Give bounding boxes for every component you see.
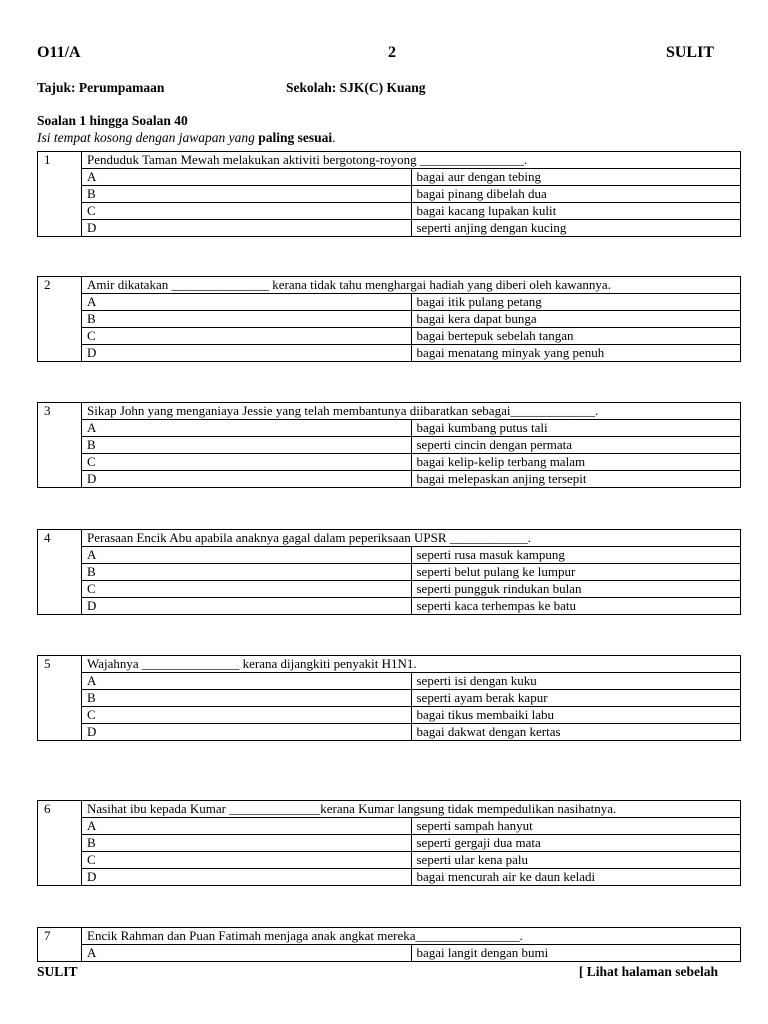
- option-row[interactable]: [38, 547, 741, 564]
- question-5: [37, 655, 741, 741]
- question-text: Nasihat ibu kepada Kumar ______________kerana Kumar langsung tidak mempedulikan nasihatnya.: [82, 801, 741, 818]
- option-text: seperti anjing dengan kucing: [411, 220, 741, 237]
- option-row[interactable]: [38, 835, 741, 852]
- option-text: seperti pungguk rindukan bulan: [411, 581, 741, 598]
- option-letter: A: [82, 673, 412, 690]
- option-row[interactable]: [38, 328, 741, 345]
- option-letter: A: [82, 818, 412, 835]
- option-row[interactable]: [38, 690, 741, 707]
- option-letter: C: [82, 203, 412, 220]
- option-row[interactable]: [38, 311, 741, 328]
- option-text: bagai melepaskan anjing tersepit: [411, 471, 741, 488]
- question-stem-row: [38, 801, 741, 818]
- option-letter: A: [82, 169, 412, 186]
- question-stem-row: [38, 530, 741, 547]
- option-text: seperti kaca terhempas ke batu: [411, 598, 741, 615]
- option-text: bagai mencurah air ke daun keladi: [411, 869, 741, 886]
- option-text: seperti gergaji dua mata: [411, 835, 741, 852]
- option-letter: C: [82, 454, 412, 471]
- option-row[interactable]: [38, 724, 741, 741]
- option-row[interactable]: [38, 598, 741, 615]
- option-letter: C: [82, 581, 412, 598]
- question-number: 2: [38, 277, 82, 362]
- question-text: Encik Rahman dan Puan Fatimah menjaga anak angkat mereka________________.: [82, 928, 741, 945]
- option-letter: C: [82, 328, 412, 345]
- question-2: [37, 276, 741, 362]
- option-text: seperti cincin dengan permata: [411, 437, 741, 454]
- option-row[interactable]: [38, 220, 741, 237]
- option-text: bagai pinang dibelah dua: [411, 186, 741, 203]
- option-row[interactable]: [38, 945, 741, 962]
- option-letter: A: [82, 294, 412, 311]
- option-text: bagai dakwat dengan kertas: [411, 724, 741, 741]
- option-letter: D: [82, 471, 412, 488]
- question-3: [37, 402, 741, 488]
- option-text: bagai aur dengan tebing: [411, 169, 741, 186]
- option-row[interactable]: [38, 186, 741, 203]
- instruction-end: .: [332, 130, 336, 145]
- question-text: Perasaan Encik Abu apabila anaknya gagal dalam peperiksaan UPSR ____________.: [82, 530, 741, 547]
- question-stem-row: [38, 656, 741, 673]
- question-number: 4: [38, 530, 82, 615]
- option-letter: C: [82, 852, 412, 869]
- option-text: seperti isi dengan kuku: [411, 673, 741, 690]
- option-text: bagai kera dapat bunga: [411, 311, 741, 328]
- option-row[interactable]: [38, 869, 741, 886]
- option-letter: B: [82, 311, 412, 328]
- option-row[interactable]: [38, 564, 741, 581]
- instruction-bold: paling sesuai: [258, 130, 333, 145]
- option-row[interactable]: [38, 203, 741, 220]
- option-letter: D: [82, 598, 412, 615]
- option-letter: C: [82, 707, 412, 724]
- instruction-italic: Isi tempat kosong dengan jawapan yang: [37, 130, 259, 145]
- option-row[interactable]: [38, 294, 741, 311]
- question-number: 7: [38, 928, 82, 962]
- option-row[interactable]: [38, 673, 741, 690]
- option-row[interactable]: [38, 454, 741, 471]
- question-number: 1: [38, 152, 82, 237]
- option-text: bagai kumbang putus tali: [411, 420, 741, 437]
- question-text: Penduduk Taman Mewah melakukan aktiviti bergotong-royong ________________.: [82, 152, 741, 169]
- option-row[interactable]: [38, 471, 741, 488]
- question-1: [37, 151, 741, 237]
- option-row[interactable]: [38, 169, 741, 186]
- classification-label: SULIT: [665, 44, 714, 61]
- question-stem-row: [38, 928, 741, 945]
- question-stem-row: [38, 277, 741, 294]
- question-4: [37, 529, 741, 615]
- option-row[interactable]: [38, 345, 741, 362]
- option-letter: D: [82, 345, 412, 362]
- question-stem-row: [38, 403, 741, 420]
- option-letter: D: [82, 724, 412, 741]
- question-text: Wajahnya _______________ kerana dijangkiti penyakit H1N1.: [82, 656, 741, 673]
- option-text: seperti belut pulang ke lumpur: [411, 564, 741, 581]
- footer-next-page: [ Lihat halaman sebelah: [578, 964, 718, 979]
- option-letter: B: [82, 564, 412, 581]
- paper-code: O11/A: [37, 44, 81, 61]
- section-instruction: [37, 130, 336, 146]
- page-number: 2: [388, 44, 396, 61]
- option-letter: D: [82, 869, 412, 886]
- option-text: bagai bertepuk sebelah tangan: [411, 328, 741, 345]
- option-text: seperti sampah hanyut: [411, 818, 741, 835]
- option-row[interactable]: [38, 818, 741, 835]
- option-text: bagai kelip-kelip terbang malam: [411, 454, 741, 471]
- option-row[interactable]: [38, 437, 741, 454]
- option-letter: A: [82, 945, 412, 962]
- option-text: bagai kacang lupakan kulit: [411, 203, 741, 220]
- question-text: Amir dikatakan _______________ kerana tidak tahu menghargai hadiah yang diberi oleh kawannya.: [82, 277, 741, 294]
- option-text: seperti ayam berak kapur: [411, 690, 741, 707]
- option-letter: B: [82, 186, 412, 203]
- option-letter: B: [82, 437, 412, 454]
- question-number: 6: [38, 801, 82, 886]
- option-letter: D: [82, 220, 412, 237]
- option-row[interactable]: [38, 420, 741, 437]
- option-row[interactable]: [38, 707, 741, 724]
- option-letter: A: [82, 547, 412, 564]
- option-text: bagai itik pulang petang: [411, 294, 741, 311]
- option-text: bagai tikus membaiki labu: [411, 707, 741, 724]
- question-stem-row: [38, 152, 741, 169]
- option-row[interactable]: [38, 581, 741, 598]
- question-number: 3: [38, 403, 82, 488]
- option-text: seperti rusa masuk kampung: [411, 547, 741, 564]
- question-text: Sikap John yang menganiaya Jessie yang telah membantunya diibaratkan sebagai_____________.: [82, 403, 741, 420]
- option-text: bagai menatang minyak yang penuh: [411, 345, 741, 362]
- option-text: seperti ular kena palu: [411, 852, 741, 869]
- section-title: Soalan 1 hingga Soalan 40: [37, 113, 188, 128]
- question-7: [37, 927, 741, 962]
- question-number: 5: [38, 656, 82, 741]
- option-letter: B: [82, 835, 412, 852]
- topic-label: Tajuk: Perumpamaan: [37, 80, 165, 95]
- question-6: [37, 800, 741, 886]
- option-letter: A: [82, 420, 412, 437]
- option-row[interactable]: [38, 852, 741, 869]
- option-text: bagai langit dengan bumi: [411, 945, 741, 962]
- footer-classification: SULIT: [37, 964, 78, 979]
- school-label: Sekolah: SJK(C) Kuang: [286, 80, 426, 95]
- option-letter: B: [82, 690, 412, 707]
